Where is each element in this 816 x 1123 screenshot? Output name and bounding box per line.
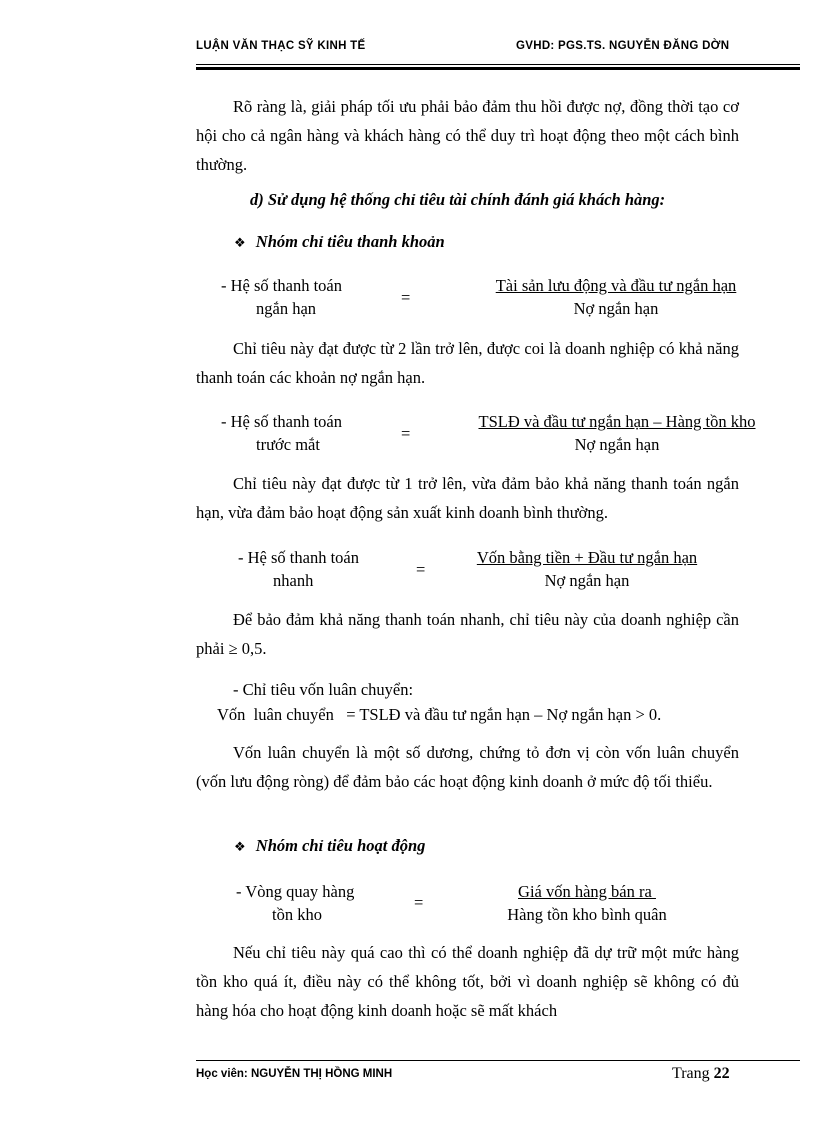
section-heading-d: d) Sử dụng hệ thống chỉ tiêu tài chính đánh giá khách hàng: (250, 190, 666, 209)
formula1-equals: = (401, 288, 411, 307)
formula5-denominator: Hàng tồn kho bình quân (507, 905, 667, 924)
diamond-bullet-icon: ❖ (234, 840, 246, 855)
formula2-numerator: TSLĐ và đầu tư ngắn hạn – Hàng tồn kho (478, 412, 756, 431)
paragraph-5: Vốn luân chuyển là một số dương, chứng tỏ đơn vị còn vốn luân chuyển (vốn lưu động ròng) để đảm bảo các hoạt động kinh doanh ở mức độ tối thiểu. (196, 743, 739, 791)
group-heading-activity: ❖ Nhóm chỉ tiêu hoạt động (234, 836, 426, 855)
formula5-label-line1: - Vòng quay hàng (236, 882, 355, 901)
header-rule-thin (196, 64, 800, 65)
formula3-equals: = (416, 560, 426, 579)
group-heading-liquidity: ❖ Nhóm chỉ tiêu thanh khoản (234, 232, 445, 251)
formula3-numerator: Vốn bằng tiền + Đầu tư ngắn hạn (476, 548, 698, 567)
formula1-numerator: Tài sản lưu động và đầu tư ngắn hạn (495, 276, 737, 295)
formula3-denominator: Nợ ngắn hạn (544, 571, 630, 590)
header-thesis-title: LUẬN VĂN THẠC SỸ KINH TẾ (196, 40, 366, 52)
header-rule-thick (196, 67, 800, 70)
page-label: Trang (672, 1065, 710, 1082)
formula3-label-line2: nhanh (273, 571, 314, 590)
formula2-denominator: Nợ ngắn hạn (574, 435, 660, 454)
formula1-label-line1: - Hệ số thanh toán (221, 276, 342, 295)
paragraph-3: Chỉ tiêu này đạt được từ 1 trở lên, vừa đảm bảo khả năng thanh toán ngắn hạn, vừa đảm bảo hoạt động sản xuất kinh doanh bình thường. (196, 474, 739, 522)
working-capital-label: - Chỉ tiêu vốn luân chuyển: (233, 680, 414, 699)
header-supervisor: GVHD: PGS.TS. NGUYỄN ĐĂNG DỜN (516, 40, 730, 52)
formula2-label-line1: - Hệ số thanh toán (221, 412, 342, 431)
formula5-label-line2: tồn kho (272, 905, 322, 924)
formula3-label-line1: - Hệ số thanh toán (238, 548, 359, 567)
working-capital-formula: Vốn luân chuyển = TSLĐ và đầu tư ngắn hạn – Nợ ngắn hạn > 0. (217, 705, 662, 724)
formula1-denominator: Nợ ngắn hạn (573, 299, 659, 318)
diamond-bullet-icon: ❖ (234, 236, 246, 251)
page-number: 22 (713, 1065, 730, 1082)
footer-rule (196, 1060, 800, 1061)
paragraph-4: Để bảo đảm khả năng thanh toán nhanh, chỉ tiêu này của doanh nghiệp cần phải ≥ 0,5. (196, 610, 739, 658)
paragraph-1: Rõ ràng là, giải pháp tối ưu phải bảo đảm thu hồi được nợ, đồng thời tạo cơ hội cho cả ngân hàng và khách hàng có thể duy trì hoạt động theo một cách bình thường. (196, 97, 739, 174)
footer-student: Học viên: NGUYỄN THỊ HỒNG MINH (196, 1068, 393, 1080)
formula2-label-line2: trước mắt (256, 435, 320, 454)
formula2-equals: = (401, 424, 411, 443)
footer-page (672, 1065, 730, 1083)
formula5-equals: = (414, 893, 424, 912)
paragraph-2: Chỉ tiêu này đạt được từ 2 lần trở lên, được coi là doanh nghiệp có khả năng thanh toán các khoản nợ ngắn hạn. (196, 339, 739, 387)
formula5-numerator: Giá vốn hàng bán ra (518, 882, 656, 901)
formula1-label-line2: ngắn hạn (256, 299, 317, 318)
paragraph-6: Nếu chỉ tiêu này quá cao thì có thể doanh nghiệp đã dự trữ một mức hàng tồn kho quá ít, điều này có thể không tốt, bởi vì doanh nghiệp sẽ không có đủ hàng hóa cho hoạt động kinh doanh hoặc sẽ mất khách (196, 943, 739, 1020)
